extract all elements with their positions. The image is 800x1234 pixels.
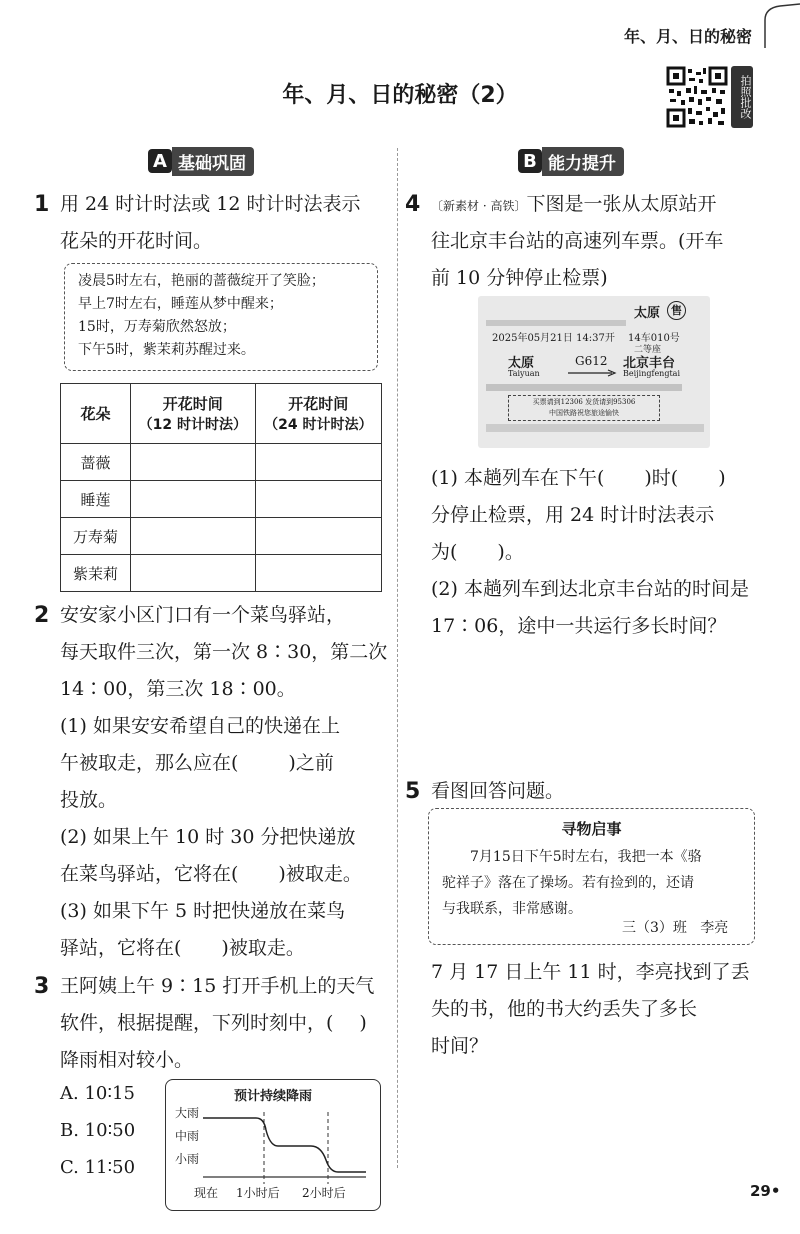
lost-notice-body: 与我联系，非常感谢。	[442, 901, 582, 917]
q1-poem-line: 下午5时，紫茉莉苏醒过来。	[78, 342, 255, 358]
table-header-12h	[131, 384, 255, 444]
q2-sub1-text: 午被取走，那么应在(	[60, 752, 239, 774]
ticket-notice-line: 买票请到12306 发货请到95306	[532, 398, 636, 406]
q2-number: 2	[34, 603, 50, 628]
answer-cell[interactable]	[255, 555, 381, 592]
lost-notice-body: 7月15日下午5时左右，我把一本《骆	[470, 849, 702, 865]
q4-line: 往北京丰台站的高速列车票。(开车	[431, 230, 724, 252]
q2-sub1-line: 投放。	[60, 789, 118, 811]
table-row	[61, 481, 382, 518]
section-a-tag	[148, 148, 254, 174]
ticket-blur	[486, 424, 704, 432]
ticket-datetime: 2025年05月21日 14:37开	[492, 333, 615, 344]
header-corner-line	[755, 0, 800, 50]
ticket-station-top: 太原	[634, 306, 661, 321]
q2-sub2-line: (2) 如果上午 10 时 30 分把快递放	[60, 826, 356, 848]
q2-sub2-text: )被取走。	[278, 863, 362, 885]
q1-number: 1	[34, 192, 50, 217]
ticket-from-en: Taiyuan	[508, 369, 540, 378]
q2-sub1-line: (1) 如果安安希望自己的快递在上	[60, 715, 340, 737]
ticket-seat-class: 二等座	[634, 345, 662, 355]
table-header-24h-line2: （24 时计时法）	[264, 417, 373, 433]
q4-sub1-text: )时(	[644, 467, 679, 489]
q2-sub1-line	[60, 745, 334, 782]
q4-sub1-text: )。	[497, 541, 524, 563]
q3-option-a[interactable]: A. 10∶15	[60, 1083, 135, 1104]
q4-sub1-text: 为(	[431, 541, 458, 563]
table-cell-flower: 万寿菊	[61, 518, 131, 555]
ticket-train: G612	[575, 354, 608, 368]
q3-line	[60, 1005, 367, 1042]
answer-cell[interactable]	[131, 481, 255, 518]
q2-line: 14∶00，第三次 18∶00。	[60, 678, 296, 700]
answer-cell[interactable]	[255, 481, 381, 518]
ticket-notice-box	[508, 395, 660, 421]
q5-line: 时间？	[431, 1035, 489, 1057]
q4-text: 下图是一张从太原站开	[526, 193, 717, 215]
table-header-12h-line2: （12 时计时法）	[138, 417, 247, 433]
q2-sub3-line: (3) 如果下午 5 时把快递放在菜鸟	[60, 900, 346, 922]
q4-sub2-line: 17∶06，途中一共运行多长时间？	[431, 615, 727, 637]
q4-line: 前 10 分钟停止检票)	[431, 267, 608, 289]
ticket-blur	[486, 320, 626, 326]
lost-notice-body: 驼祥子》落在了操场。若有捡到的，还请	[442, 875, 694, 891]
q5-number: 5	[405, 779, 421, 804]
rain-chart-line	[203, 1118, 366, 1172]
train-ticket	[478, 296, 710, 448]
answer-cell[interactable]	[131, 518, 255, 555]
q2-sub3-line	[60, 930, 305, 967]
q1-poem-line: 凌晨5时左右，艳丽的蔷薇绽开了笑脸；	[78, 273, 325, 289]
q3-number: 3	[34, 974, 50, 999]
q4-tag: 〔新素材 · 高铁〕	[431, 199, 527, 213]
answer-cell[interactable]	[255, 444, 381, 481]
rain-chart-ylabel: 大雨	[175, 1106, 200, 1120]
ticket-arrow-icon	[568, 369, 618, 377]
table-cell-flower: 睡莲	[61, 481, 131, 518]
q4-answer-space[interactable]	[431, 650, 761, 760]
q4-sub2-line: (2) 本趟列车到达北京丰台站的时间是	[431, 578, 749, 600]
table-header-12h-line1: 开花时间	[162, 395, 223, 413]
section-b-letter: B	[518, 149, 542, 173]
page-number	[750, 1182, 780, 1200]
ticket-from-cn: 太原	[508, 356, 535, 371]
section-b-label: 能力提升	[542, 147, 624, 176]
page-title: 年、月、日的秘密（2）	[282, 83, 518, 108]
qr-code-icon	[666, 66, 728, 128]
rain-chart-ylabel: 中雨	[175, 1129, 200, 1143]
q4-number: 4	[405, 192, 421, 217]
q2-sub2-line	[60, 856, 362, 893]
q1-poem-line: 早上7时左右，睡莲从梦中醒来；	[78, 296, 283, 312]
ticket-car-seat: 14车010号	[628, 333, 680, 344]
section-a-letter: A	[148, 149, 172, 173]
q3-text: 软件，根据提醒，下列时刻中，(	[60, 1012, 334, 1034]
q2-sub2-text: 在菜鸟驿站，它将在(	[60, 863, 239, 885]
ticket-blur	[486, 384, 682, 391]
q2-sub1-text: )之前	[288, 752, 334, 774]
answer-cell[interactable]	[255, 518, 381, 555]
section-a-label: 基础巩固	[172, 147, 254, 176]
section-b-tag	[518, 148, 624, 174]
table-cell-flower: 蔷薇	[61, 444, 131, 481]
table-header-flower: 花朵	[61, 384, 131, 444]
column-divider	[397, 148, 398, 1168]
table-header-24h	[255, 384, 381, 444]
qr-side-label: 拍照批改	[731, 66, 753, 128]
answer-cell[interactable]	[131, 444, 255, 481]
q3-text: )	[359, 1012, 367, 1034]
q2-sub3-text: )被取走。	[221, 937, 305, 959]
rain-chart-xlabel: 现在	[194, 1186, 219, 1200]
q2-sub3-text: 驿站，它将在(	[60, 937, 182, 959]
q3-line: 降雨相对较小。	[60, 1049, 194, 1071]
q4-sub1-line: 分停止检票，用 24 时计时法表示	[431, 504, 715, 526]
q2-line: 每天取件三次，第一次 8∶30，第二次	[60, 641, 388, 663]
q4-sub1-line	[431, 460, 726, 497]
q3-line: 王阿姨上午 9∶15 打开手机上的天气	[60, 975, 375, 997]
page-number-dot-icon: •	[770, 1182, 781, 1200]
q3-rain-chart	[165, 1079, 381, 1211]
rain-chart-ylabel: 小雨	[175, 1152, 200, 1166]
ticket-sold-mark: 售	[667, 301, 686, 320]
page-number-value: 29	[750, 1182, 771, 1200]
table-row	[61, 555, 382, 592]
table-row	[61, 518, 382, 555]
qr-code[interactable]	[666, 66, 728, 128]
q5-text: 看图回答问题。	[431, 780, 565, 802]
q4-sub1-line	[431, 534, 524, 571]
ticket-to-cn: 北京丰台	[623, 356, 676, 371]
rain-chart-xlabel: 2小时后	[302, 1186, 346, 1200]
ticket-to-en: Beijingfengtai	[623, 369, 680, 378]
rain-chart-xlabel: 1小时后	[236, 1186, 280, 1200]
running-header: 年、月、日的秘密	[623, 27, 752, 46]
q1-poem-line: 15时，万寿菊欣然怒放；	[78, 319, 236, 335]
ticket-notice-line: 中国铁路祝您旅途愉快	[549, 409, 619, 417]
q3-option-b[interactable]: B. 10∶50	[60, 1120, 136, 1141]
q1-text-line1: 用 24 时计时法或 12 时计时法表示	[60, 193, 361, 215]
q1-flower-table	[60, 383, 382, 592]
q3-option-c[interactable]: C. 11∶50	[60, 1157, 136, 1178]
q5-line: 7 月 17 日上午 11 时，李亮找到了丢	[431, 961, 750, 983]
q5-line: 失的书，他的书大约丢失了多长	[431, 998, 698, 1020]
lost-notice-title: 寻物启事	[561, 820, 622, 838]
answer-cell[interactable]	[131, 555, 255, 592]
table-header-24h-line1: 开花时间	[288, 395, 349, 413]
q5-answer-space[interactable]	[431, 1070, 761, 1170]
q1-text-line2: 花朵的开花时间。	[60, 230, 213, 252]
q4-sub1-text: )	[718, 467, 726, 489]
table-row	[61, 444, 382, 481]
q4-line	[431, 186, 716, 225]
q4-sub1-text: (1) 本趟列车在下午(	[431, 467, 605, 489]
rain-chart-title: 预计持续降雨	[233, 1089, 312, 1104]
q2-line: 安安家小区门口有一个菜鸟驿站，	[60, 604, 346, 626]
lost-notice-sign: 三（3）班 李亮	[622, 920, 729, 936]
table-cell-flower: 紫茉莉	[61, 555, 131, 592]
